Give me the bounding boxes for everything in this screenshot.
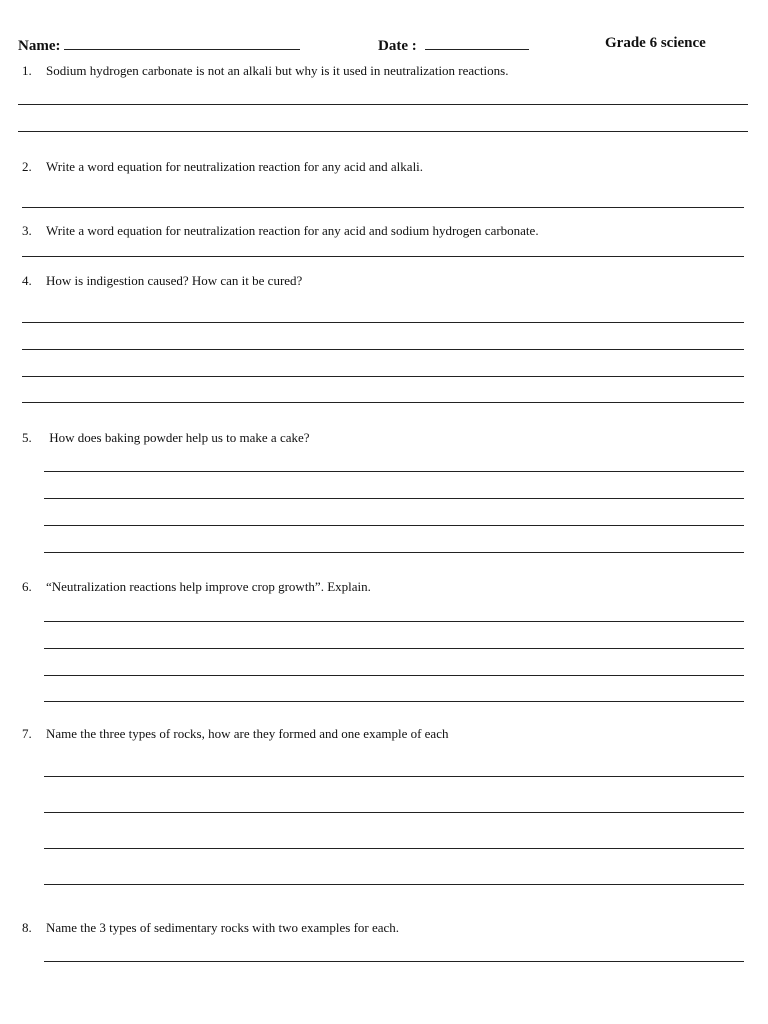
question-number: 6. — [22, 579, 32, 594]
question-5 — [22, 430, 310, 446]
question-text: How is indigestion caused? How can it be cured? — [46, 273, 303, 288]
question-number: 3. — [22, 223, 32, 238]
answer-line[interactable] — [44, 701, 744, 702]
answer-line[interactable] — [44, 961, 744, 962]
question-text: Name the three types of rocks, how are they formed and one example of each — [46, 726, 449, 741]
answer-line[interactable] — [44, 552, 744, 553]
answer-line[interactable] — [44, 848, 744, 849]
question-3 — [22, 223, 539, 239]
answer-line[interactable] — [22, 349, 744, 350]
answer-line[interactable] — [22, 376, 744, 377]
question-text: Write a word equation for neutralization reaction for any acid and alkali. — [46, 159, 424, 174]
answer-line[interactable] — [44, 525, 744, 526]
question-number: 2. — [22, 159, 32, 174]
name-field-group — [18, 35, 300, 55]
question-text: Sodium hydrogen carbonate is not an alkali but why is it used in neutralization reactions. — [46, 63, 509, 78]
question-1 — [22, 63, 508, 79]
answer-line[interactable] — [44, 498, 744, 499]
grade-label: Grade 6 science — [605, 35, 706, 51]
question-8 — [22, 920, 399, 936]
answer-line[interactable] — [44, 884, 744, 885]
answer-line[interactable] — [22, 256, 744, 257]
answer-line[interactable] — [22, 207, 744, 208]
answer-line[interactable] — [44, 812, 744, 813]
question-number: 5. — [22, 430, 32, 445]
answer-line[interactable] — [44, 648, 744, 649]
date-field-group — [378, 35, 529, 55]
date-label: Date : — [378, 38, 417, 54]
question-2 — [22, 159, 423, 175]
question-number: 1. — [22, 63, 32, 78]
question-7 — [22, 726, 448, 742]
name-label: Name: — [18, 38, 61, 54]
question-number: 7. — [22, 726, 32, 741]
name-blank[interactable] — [64, 35, 300, 50]
question-number: 4. — [22, 273, 32, 288]
question-text: Write a word equation for neutralization reaction for any acid and sodium hydrogen carbonate. — [46, 223, 539, 238]
answer-line[interactable] — [44, 471, 744, 472]
question-number: 8. — [22, 920, 32, 935]
answer-line[interactable] — [18, 104, 748, 105]
date-blank[interactable] — [425, 35, 529, 50]
question-text: Name the 3 types of sedimentary rocks with two examples for each. — [46, 920, 400, 935]
question-6 — [22, 579, 371, 595]
answer-line[interactable] — [22, 322, 744, 323]
answer-line[interactable] — [22, 402, 744, 403]
question-text: How does baking powder help us to make a cake? — [46, 430, 310, 445]
answer-line[interactable] — [44, 621, 744, 622]
question-text: “Neutralization reactions help improve crop growth”. Explain. — [46, 579, 371, 594]
answer-line[interactable] — [18, 131, 748, 132]
answer-line[interactable] — [44, 675, 744, 676]
answer-line[interactable] — [44, 776, 744, 777]
question-4 — [22, 273, 302, 289]
